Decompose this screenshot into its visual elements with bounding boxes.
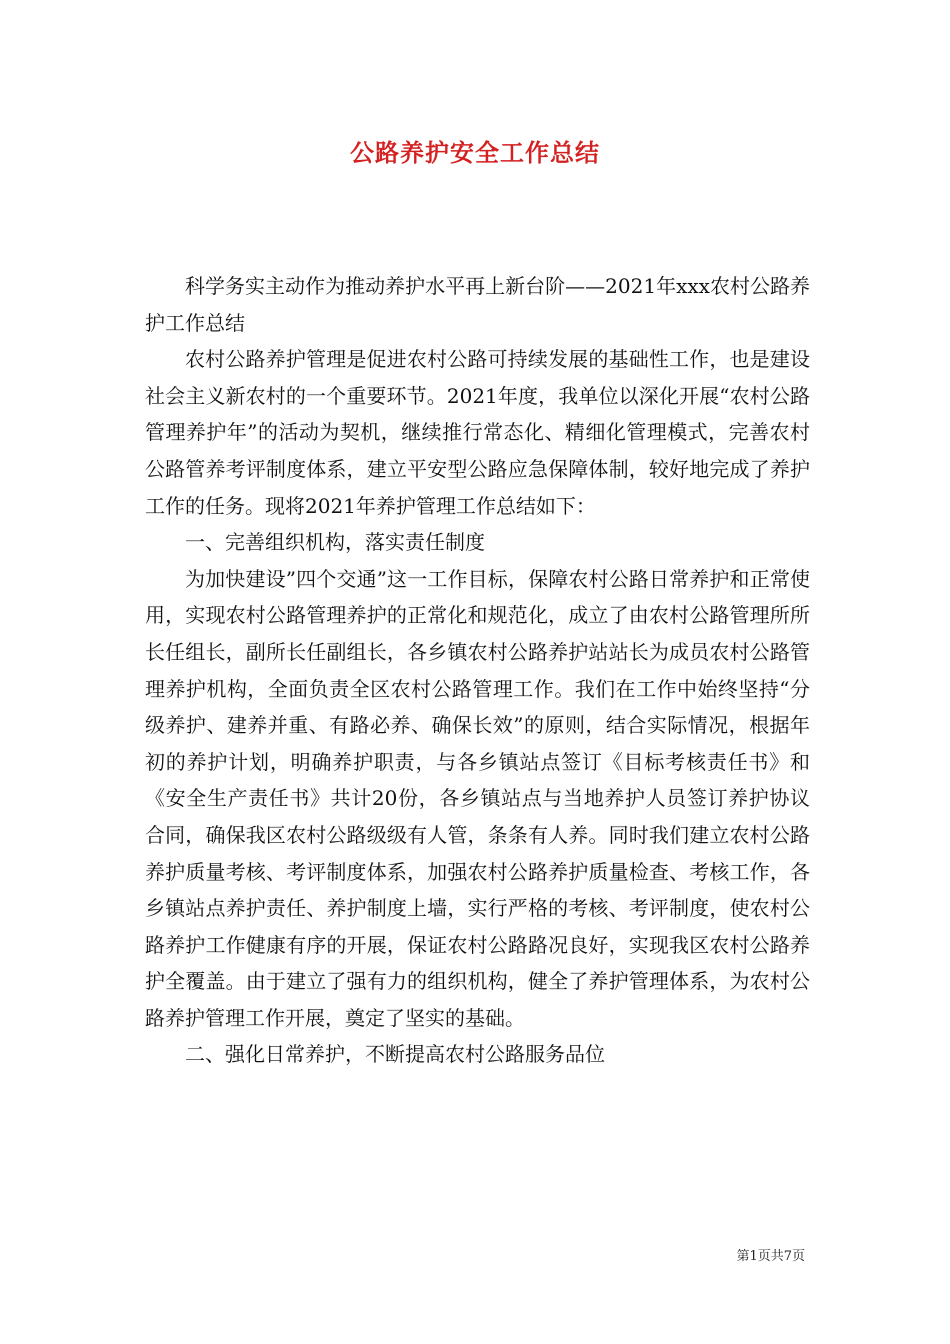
document-body — [145, 268, 810, 1073]
section-heading-2: 二、强化日常养护，不断提高农村公路服务品位 — [185, 1042, 605, 1067]
subtitle-paragraph: 科学务实主动作为推动养护水平再上新台阶——2021年xxx农村公路养护工作总结 — [145, 274, 810, 335]
section-heading-1: 一、完善组织机构，落实责任制度 — [185, 530, 485, 555]
document-title: 公路养护安全工作总结 — [350, 139, 600, 167]
page-number-footer: 第1页共7页 — [736, 1249, 805, 1264]
intro-paragraph: 农村公路养护管理是促进农村公路可持续发展的基础性工作，也是建设社会主义新农村的一个重要环节。2021年度，我单位以深化开展“农村公路管理养护年”的活动为契机，继续推行常态化、精细化管理模式，完善农村公路管养考评制度体系，建立平安型公路应急保障体制，较好地完成了养护工作的任务。现将2021年养护管理工作总结如下： — [145, 347, 810, 518]
section-1-paragraph: 为加快建设”四个交通”这一工作目标，保障农村公路日常养护和正常使用，实现农村公路管理养护的正常化和规范化，成立了由农村公路管理所所长任组长，副所长任副组长，各乡镇农村公路养护站站长为成员农村公路管理养护机构，全面负责全区农村公路管理工作。我们在工作中始终坚持“分级养护、建养并重、有路必养、确保长效”的原则，结合实际情况，根据年初的养护计划，明确养护职责，与各乡镇站点签订《目标考核责任书》和《安全生产责任书》共计20份，各乡镇站点与当地养护人员签订养护协议合同，确保我区农村公路级级有人管，条条有人养。同时我们建立农村公路养护质量考核、考评制度体系，加强农村公路养护质量检查、考核工作，各乡镇站点养护责任、养护制度上墙，实行严格的考核、考评制度，使农村公路养护工作健康有序的开展，保证农村公路路况良好，实现我区农村公路养护全覆盖。由于建立了强有力的组织机构，健全了养护管理体系，为农村公路养护管理工作开展，奠定了坚实的基础。 — [145, 566, 810, 1030]
